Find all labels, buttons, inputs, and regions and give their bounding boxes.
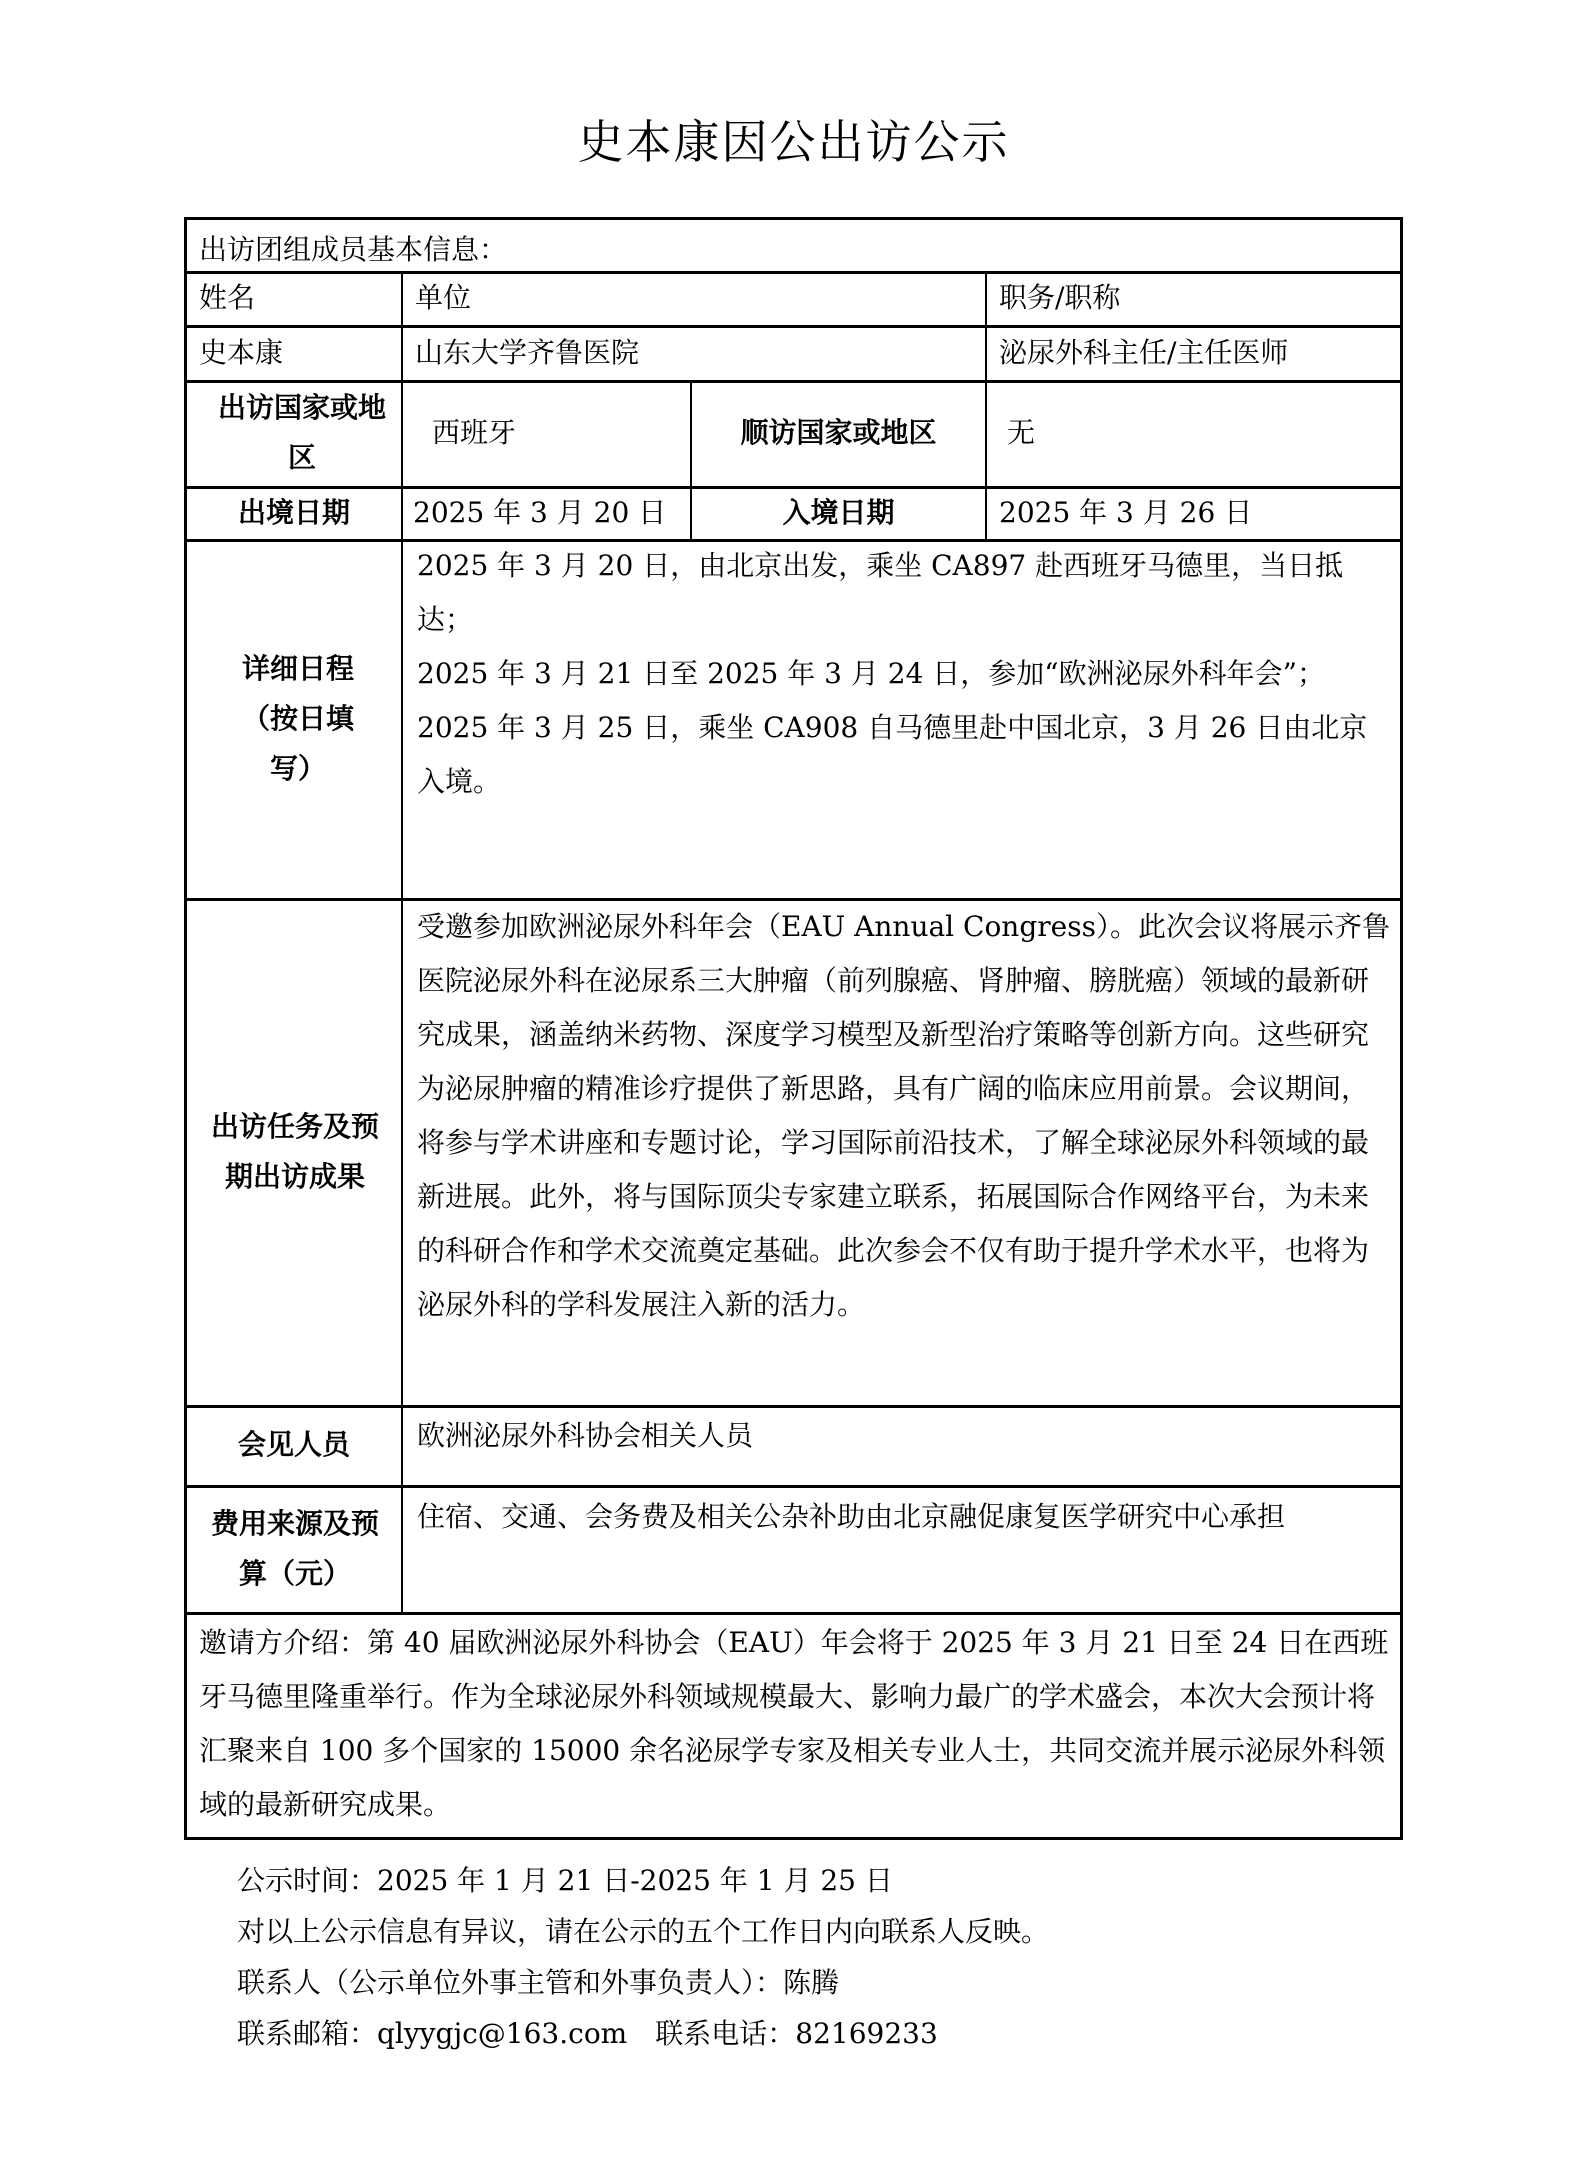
header-name: 姓名 — [199, 281, 256, 314]
header-position: 职务/职称 — [999, 281, 1121, 314]
page-title: 史本康因公出访公示 — [577, 115, 1010, 169]
schedule-label: 详细日程（按日填写） — [241, 651, 354, 785]
inviter-content — [199, 1616, 1393, 1832]
member-unit: 山东大学齐鲁医院 — [415, 335, 640, 369]
contact-phone: 联系电话：82169233 — [655, 2017, 938, 2050]
notice-footer — [237, 1855, 1049, 2059]
transit-label: 顺访国家或地区 — [740, 416, 937, 449]
exit-date-label: 出境日期 — [237, 495, 350, 529]
notice-objection: 对以上公示信息有异议，请在公示的五个工作日内向联系人反映。 — [237, 1915, 1050, 1948]
country-label: 出访国家或地区 — [217, 391, 386, 474]
member-name: 史本康 — [199, 335, 284, 369]
cost-label: 费用来源及预算（元） — [210, 1506, 379, 1590]
meet-label: 会见人员 — [237, 1428, 350, 1461]
notice-contact-line — [237, 2008, 1049, 2059]
schedule-content — [417, 539, 1393, 809]
notice-contact-person: 联系人（公示单位外事主管和外事负责人）：陈腾 — [237, 1966, 840, 1999]
exit-date-value: 2025 年 3 月 20 日 — [413, 495, 667, 529]
inviter-text: 邀请方介绍：第 40 届欧洲泌尿外科协会（EAU）年会将于 2025 年 3 月 21 日至 24 日在西班牙马德里隆重举行。作为全球泌尿外科领域规模最大、影响力最广的学术盛会，本次大会预计将汇聚来自 100 多个国家的 15000 余名泌尿学专家及相关专业人士，共同交流并展示泌尿外科领域的最新研究成果。 — [199, 1626, 1389, 1821]
contact-email: 联系邮箱：qlyygjc@163.com — [237, 2017, 628, 2050]
transit-value: 无 — [1007, 416, 1036, 449]
mission-text: 受邀参加欧洲泌尿外科年会（EAU Annual Congress）。此次会议将展示齐鲁医院泌尿外科在泌尿系三大肿瘤（前列腺癌、肾肿瘤、膀胱癌）领域的最新研究成果，涵盖纳米药物、深度学习模型及新型治疗策略等创新方向。这些研究为泌尿肿瘤的精准诊疗提供了新思路，具有广阔的临床应用前景。会议期间，将参与学术讲座和专题讨论，学习国际前沿技术，了解全球泌尿外科领域的最新进展。此外，将与国际顶尖专家建立联系，拓展国际合作网络平台，为未来的科研合作和学术交流奠定基础。此次参会不仅有助于提升学术水平，也将为泌尿外科的学科发展注入新的活力。 — [417, 910, 1390, 1321]
country-value: 西班牙 — [432, 416, 517, 449]
visit-info-table — [184, 217, 1403, 1840]
header-unit: 单位 — [415, 281, 472, 314]
schedule-line: 2025 年 3 月 20 日，由北京出发，乘坐 CA897 赴西班牙马德里，当日抵达； — [417, 549, 1344, 636]
col-divider — [401, 271, 403, 1612]
col-divider — [985, 271, 987, 539]
mission-label: 出访任务及预期出访成果 — [210, 1109, 379, 1193]
row-divider — [187, 1612, 1400, 1615]
notice-period: 公示时间：2025 年 1 月 21 日-2025 年 1 月 25 日 — [237, 1864, 893, 1897]
members-section-label: 出访团组成员基本信息： — [199, 232, 508, 266]
schedule-line: 2025 年 3 月 21 日至 2025 年 3 月 24 日，参加“欧洲泌尿外科年会”； — [417, 657, 1325, 690]
entry-date-label: 入境日期 — [782, 495, 895, 529]
meet-value: 欧洲泌尿外科协会相关人员 — [417, 1419, 754, 1452]
mission-content — [417, 900, 1393, 1332]
cost-value: 住宿、交通、会务费及相关公杂补助由北京融促康复医学研究中心承担 — [417, 1500, 1286, 1533]
member-position: 泌尿外科主任/主任医师 — [999, 335, 1289, 369]
cost-content — [417, 1490, 1393, 1544]
entry-date-value: 2025 年 3 月 26 日 — [999, 495, 1253, 529]
schedule-line: 2025 年 3 月 25 日，乘坐 CA908 自马德里赴中国北京，3 月 26 日由北京入境。 — [417, 711, 1368, 798]
